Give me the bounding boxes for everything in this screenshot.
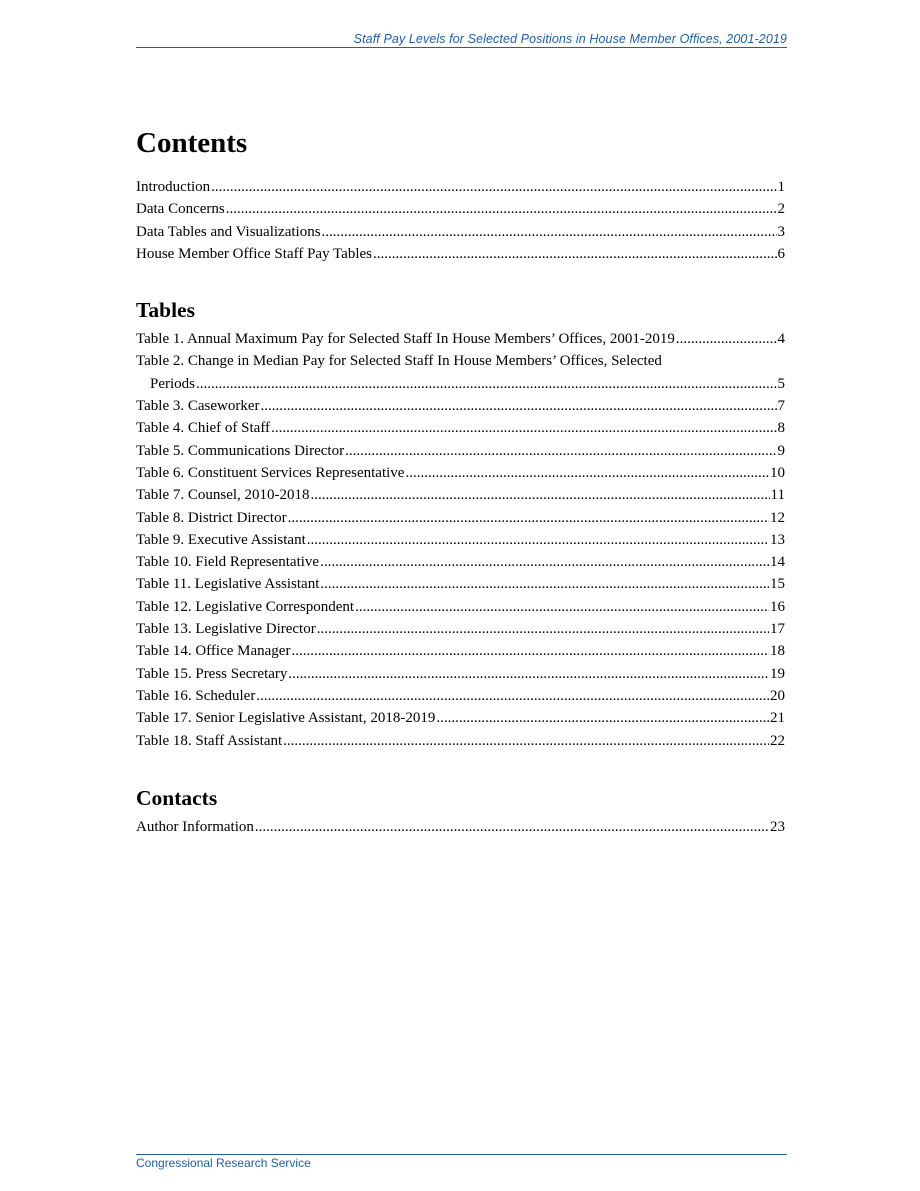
toc-entry-table-18[interactable]	[136, 730, 785, 752]
toc-entry-label: Table 10. Field Representative	[136, 554, 320, 571]
toc-entry-label: Table 18. Staff Assistant	[136, 732, 283, 749]
dot-leader	[261, 395, 777, 417]
toc-entry-staff-pay-tables[interactable]	[136, 243, 785, 265]
toc-entry-label: Table 3. Caseworker	[136, 398, 260, 415]
dot-leader	[317, 618, 769, 640]
dot-leader	[291, 640, 769, 662]
running-header-title: Staff Pay Levels for Selected Positions in House Member Offices, 2001-2019	[353, 32, 787, 46]
toc-entry-label: Table 2. Change in Median Pay for Selected Staff In House Members’ Offices, Selected	[136, 353, 662, 370]
toc-entry-table-11[interactable]	[136, 573, 785, 595]
toc-entry-label: Table 9. Executive Assistant	[136, 531, 306, 548]
toc-entry-label: Data Concerns	[136, 201, 225, 218]
toc-entry-table-16[interactable]	[136, 685, 785, 707]
toc-entry-label: Table 7. Counsel, 2010-2018	[136, 487, 310, 504]
toc-entry-page: 20	[770, 687, 785, 704]
toc-page-content	[136, 126, 785, 838]
toc-entry-page: 5	[777, 375, 785, 392]
tables-heading: Tables	[136, 298, 195, 323]
contents-list	[136, 176, 785, 265]
toc-entry-table-2[interactable]	[136, 350, 785, 395]
toc-entry-continuation-line	[136, 373, 785, 395]
toc-entry-label: Table 17. Senior Legislative Assistant, 2018-2019	[136, 710, 436, 727]
toc-entry-label: Table 16. Scheduler	[136, 687, 256, 704]
toc-entry-introduction[interactable]	[136, 176, 785, 198]
toc-entry-page: 22	[770, 732, 785, 749]
dot-leader	[211, 176, 776, 198]
contacts-heading: Contacts	[136, 785, 218, 810]
toc-entry-page: 15	[770, 576, 785, 593]
toc-entry-page: 19	[770, 665, 785, 682]
tables-section	[136, 297, 785, 752]
toc-entry-data-tables-visualizations[interactable]	[136, 221, 785, 243]
toc-entry-label: Table 1. Annual Maximum Pay for Selected Staff In House Members’ Offices, 2001-2019	[136, 331, 675, 348]
dot-leader	[322, 221, 777, 243]
toc-entry-page: 7	[777, 398, 785, 415]
toc-entry-label: Table 15. Press Secretary	[136, 665, 288, 682]
dot-leader	[355, 596, 769, 618]
toc-entry-page: 14	[770, 554, 785, 571]
toc-entry-page: 1	[777, 179, 785, 195]
toc-entry-page: 21	[770, 710, 785, 727]
footer-publisher: Congressional Research Service	[136, 1156, 311, 1170]
dot-leader	[320, 573, 769, 595]
toc-entry-page: 2	[777, 201, 785, 218]
toc-entry-table-12[interactable]	[136, 596, 785, 618]
toc-entry-page: 9	[777, 442, 785, 459]
toc-entry-table-13[interactable]	[136, 618, 785, 640]
toc-entry-label: Introduction	[136, 179, 211, 195]
toc-entry-page: 12	[770, 509, 785, 526]
dot-leader	[320, 551, 769, 573]
toc-entry-label: Table 5. Communications Director	[136, 442, 345, 459]
toc-entry-table-15[interactable]	[136, 663, 785, 685]
toc-entry-page: 10	[770, 464, 785, 481]
toc-entry-label: Table 14. Office Manager	[136, 643, 291, 660]
toc-entry-label: Table 13. Legislative Director	[136, 621, 316, 638]
toc-entry-table-1[interactable]	[136, 328, 785, 350]
dot-leader	[255, 816, 769, 838]
dot-leader	[436, 707, 769, 729]
toc-entry-table-9[interactable]	[136, 529, 785, 551]
toc-entry-author-information[interactable]	[136, 816, 785, 838]
toc-entry-table-3[interactable]	[136, 395, 785, 417]
toc-entry-label: Table 4. Chief of Staff	[136, 420, 271, 437]
dot-leader	[373, 243, 777, 265]
toc-entry-page: 4	[777, 331, 785, 348]
contacts-section	[136, 785, 785, 838]
toc-entry-table-8[interactable]	[136, 507, 785, 529]
dot-leader	[311, 484, 770, 506]
toc-entry-label: Author Information	[136, 818, 254, 835]
toc-entry-page: 3	[777, 223, 785, 240]
dot-leader	[226, 198, 777, 220]
dot-leader	[405, 462, 769, 484]
toc-entry-table-14[interactable]	[136, 640, 785, 662]
toc-entry-data-concerns[interactable]	[136, 198, 785, 220]
contents-heading: Contents	[136, 127, 248, 159]
dot-leader	[345, 440, 776, 462]
toc-entry-page: 8	[777, 420, 785, 437]
toc-entry-label: Table 8. District Director	[136, 509, 287, 526]
toc-entry-page: 17	[770, 621, 785, 638]
toc-entry-page: 11	[770, 487, 785, 504]
toc-entry-table-4[interactable]	[136, 417, 785, 439]
dot-leader	[196, 373, 777, 395]
toc-entry-label: Table 12. Legislative Correspondent	[136, 598, 355, 615]
dot-leader	[307, 529, 769, 551]
toc-entry-label-continuation: Periods	[150, 375, 195, 392]
toc-entry-page: 16	[770, 598, 785, 615]
toc-entry-label: Table 11. Legislative Assistant	[136, 576, 320, 593]
dot-leader	[256, 685, 769, 707]
toc-entry-table-7[interactable]	[136, 484, 785, 506]
toc-entry-page: 13	[770, 531, 785, 548]
toc-entry-page: 18	[770, 643, 785, 660]
dot-leader	[676, 328, 777, 350]
toc-entry-page: 23	[770, 818, 785, 835]
toc-entry-table-17[interactable]	[136, 707, 785, 729]
header-rule	[136, 47, 787, 48]
dot-leader	[288, 663, 769, 685]
dot-leader	[271, 417, 776, 439]
dot-leader	[288, 507, 769, 529]
footer-rule	[136, 1154, 787, 1155]
toc-entry-table-5[interactable]	[136, 440, 785, 462]
tables-list	[136, 328, 785, 752]
contacts-list	[136, 816, 785, 838]
toc-entry-table-10[interactable]	[136, 551, 785, 573]
dot-leader	[283, 730, 769, 752]
toc-entry-label: House Member Office Staff Pay Tables	[136, 245, 372, 262]
toc-entry-page: 6	[777, 245, 785, 262]
toc-entry-label: Table 6. Constituent Services Representative	[136, 464, 405, 481]
toc-entry-table-6[interactable]	[136, 462, 785, 484]
toc-entry-label: Data Tables and Visualizations	[136, 223, 321, 240]
